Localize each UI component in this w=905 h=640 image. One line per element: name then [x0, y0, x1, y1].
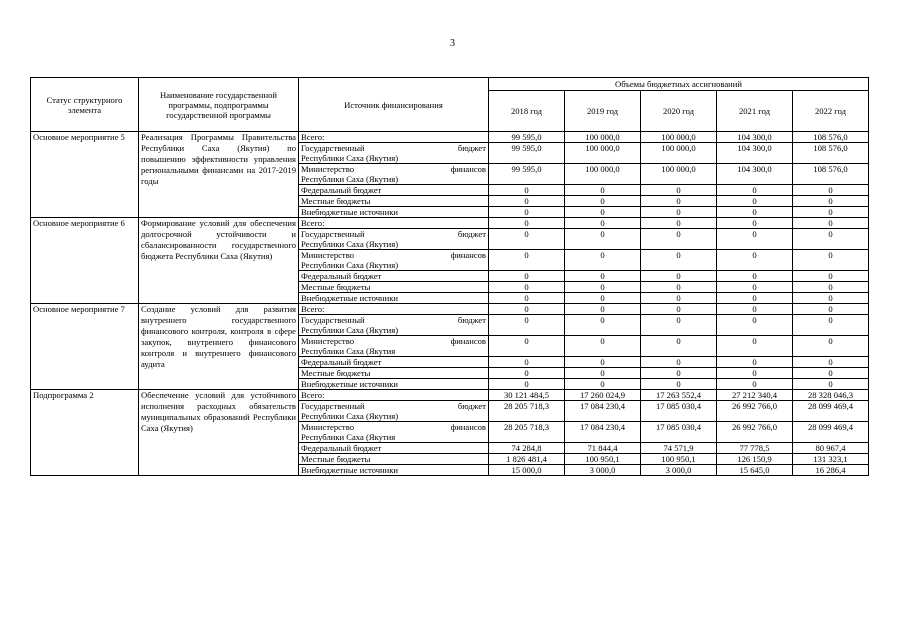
value-cell: 0 [489, 357, 565, 368]
value-cell: 28 205 718,3 [489, 401, 565, 422]
value-cell: 0 [489, 282, 565, 293]
value-cell: 0 [641, 196, 717, 207]
value-cell: 0 [565, 196, 641, 207]
source-word: финансов [450, 336, 486, 346]
source-line: Республики Саха (Якутия [301, 346, 396, 356]
value-cell: 16 286,4 [793, 465, 869, 476]
source-cell: Всего: [299, 218, 489, 229]
value-cell: 17 084 230,4 [565, 401, 641, 422]
program-name-cell: Обеспечение условий для устойчивого исполнения расходных обязательств муниципальных образований Республики Саха (Якутия) [139, 390, 299, 476]
source-line: Республики Саха (Якутия) [301, 411, 399, 421]
value-cell: 0 [641, 304, 717, 315]
source-word: Государственный [301, 315, 365, 325]
source-word: Министерство [301, 250, 354, 260]
source-cell: Внебюджетные источники [299, 293, 489, 304]
source-word: Государственный [301, 229, 365, 239]
value-cell: 0 [489, 196, 565, 207]
source-cell: Всего: [299, 304, 489, 315]
value-cell: 100 950,1 [641, 454, 717, 465]
value-cell: 0 [565, 315, 641, 336]
value-cell: 0 [489, 315, 565, 336]
source-line: Республики Саха (Якутия) [301, 174, 399, 184]
source-cell: Федеральный бюджет [299, 357, 489, 368]
value-cell: 0 [565, 304, 641, 315]
value-cell: 28 099 469,4 [793, 401, 869, 422]
value-cell: 0 [489, 207, 565, 218]
table-row [31, 132, 869, 143]
value-cell: 104 300,0 [717, 164, 793, 185]
value-cell: 17 260 024,9 [565, 390, 641, 401]
value-cell: 26 992 766,0 [717, 401, 793, 422]
source-cell: Федеральный бюджет [299, 271, 489, 282]
status-cell: Основное мероприятие 6 [31, 218, 139, 304]
status-cell: Основное мероприятие 5 [31, 132, 139, 218]
value-cell: 0 [793, 315, 869, 336]
value-cell: 0 [641, 282, 717, 293]
source-word: финансов [450, 250, 486, 260]
value-cell: 0 [641, 368, 717, 379]
value-cell: 0 [489, 336, 565, 357]
value-cell: 0 [717, 218, 793, 229]
value-cell: 99 595,0 [489, 143, 565, 164]
value-cell: 0 [489, 250, 565, 271]
value-cell: 28 099 469,4 [793, 422, 869, 443]
value-cell: 0 [489, 229, 565, 250]
value-cell: 26 992 766,0 [717, 422, 793, 443]
value-cell: 74 284,8 [489, 443, 565, 454]
value-cell: 0 [793, 357, 869, 368]
value-cell: 0 [489, 368, 565, 379]
value-cell: 3 000,0 [565, 465, 641, 476]
source-cell: Всего: [299, 132, 489, 143]
value-cell: 108 576,0 [793, 143, 869, 164]
value-cell: 0 [565, 218, 641, 229]
source-cell: Федеральный бюджет [299, 443, 489, 454]
source-word: Государственный [301, 143, 365, 153]
value-cell: 100 000,0 [641, 164, 717, 185]
value-cell: 100 000,0 [565, 143, 641, 164]
source-word: бюджет [457, 401, 486, 411]
source-cell: Местные бюджеты [299, 454, 489, 465]
source-cell: Местные бюджеты [299, 368, 489, 379]
source-cell: Внебюджетные источники [299, 207, 489, 218]
program-name-cell: Формирование условий для обеспечения долгосрочной устойчивости и сбалансированности государственного бюджета Республики Саха (Якутия) [139, 218, 299, 304]
value-cell: 0 [717, 271, 793, 282]
value-cell: 27 212 340,4 [717, 390, 793, 401]
value-cell: 0 [717, 207, 793, 218]
source-word: бюджет [457, 143, 486, 153]
value-cell: 0 [793, 218, 869, 229]
source-word: Министерство [301, 336, 354, 346]
header-name: Наименование государственной программы, подпрограммы государственной программы [139, 78, 299, 132]
value-cell: 0 [565, 185, 641, 196]
value-cell: 0 [717, 229, 793, 250]
value-cell: 3 000,0 [641, 465, 717, 476]
budget-table [30, 77, 869, 476]
value-cell: 0 [793, 185, 869, 196]
value-cell: 0 [641, 336, 717, 357]
value-cell: 0 [641, 293, 717, 304]
value-cell: 104 300,0 [717, 143, 793, 164]
source-cell [299, 315, 489, 336]
value-cell: 0 [565, 229, 641, 250]
value-cell: 0 [641, 315, 717, 336]
source-cell: Местные бюджеты [299, 282, 489, 293]
table-row [31, 304, 869, 315]
value-cell: 0 [793, 229, 869, 250]
header-year: 2019 год [565, 91, 641, 132]
source-word: финансов [450, 164, 486, 174]
table-row [31, 218, 869, 229]
value-cell: 108 576,0 [793, 132, 869, 143]
value-cell: 0 [717, 315, 793, 336]
value-cell: 0 [489, 218, 565, 229]
value-cell: 131 323,1 [793, 454, 869, 465]
value-cell: 0 [793, 379, 869, 390]
value-cell: 0 [717, 282, 793, 293]
header-year: 2022 год [793, 91, 869, 132]
header-source: Источник финансирования [299, 78, 489, 132]
source-cell: Всего: [299, 390, 489, 401]
value-cell: 0 [565, 379, 641, 390]
value-cell: 0 [717, 357, 793, 368]
value-cell: 1 826 481,4 [489, 454, 565, 465]
value-cell: 74 571,9 [641, 443, 717, 454]
source-cell [299, 401, 489, 422]
value-cell: 0 [717, 336, 793, 357]
value-cell: 17 263 552,4 [641, 390, 717, 401]
value-cell: 0 [641, 218, 717, 229]
value-cell: 0 [793, 196, 869, 207]
value-cell: 0 [793, 282, 869, 293]
source-cell: Местные бюджеты [299, 196, 489, 207]
header-year: 2018 год [489, 91, 565, 132]
header-year: 2021 год [717, 91, 793, 132]
header-year: 2020 год [641, 91, 717, 132]
value-cell: 0 [565, 271, 641, 282]
value-cell: 15 645,0 [717, 465, 793, 476]
source-word: бюджет [457, 229, 486, 239]
value-cell: 0 [641, 379, 717, 390]
value-cell: 0 [565, 250, 641, 271]
value-cell: 0 [565, 207, 641, 218]
source-cell [299, 250, 489, 271]
source-cell: Внебюджетные источники [299, 465, 489, 476]
value-cell: 0 [717, 368, 793, 379]
source-cell: Внебюджетные источники [299, 379, 489, 390]
source-word: Министерство [301, 164, 354, 174]
source-cell [299, 143, 489, 164]
value-cell: 0 [717, 185, 793, 196]
source-line: Республики Саха (Якутия) [301, 325, 399, 335]
value-cell: 100 000,0 [641, 143, 717, 164]
program-name-cell: Реализация Программы Правительства Республики Саха (Якутия) по повышению эффективности управления региональными финансами на 2017-2019 годы [139, 132, 299, 218]
value-cell: 0 [793, 336, 869, 357]
value-cell: 0 [793, 368, 869, 379]
value-cell: 28 205 718,3 [489, 422, 565, 443]
header-volumes: Объемы бюджетных ассигнований [489, 78, 869, 91]
header-status: Статус структурного элемента [31, 78, 139, 132]
value-cell: 17 085 030,4 [641, 422, 717, 443]
value-cell: 0 [641, 250, 717, 271]
value-cell: 0 [565, 357, 641, 368]
source-word: Государственный [301, 401, 365, 411]
value-cell: 0 [717, 196, 793, 207]
source-cell [299, 164, 489, 185]
value-cell: 71 844,4 [565, 443, 641, 454]
value-cell: 104 300,0 [717, 132, 793, 143]
value-cell: 0 [717, 293, 793, 304]
value-cell: 17 085 030,4 [641, 401, 717, 422]
value-cell: 0 [793, 271, 869, 282]
value-cell: 0 [489, 304, 565, 315]
value-cell: 17 084 230,4 [565, 422, 641, 443]
value-cell: 100 950,1 [565, 454, 641, 465]
value-cell: 0 [565, 282, 641, 293]
value-cell: 0 [565, 368, 641, 379]
value-cell: 0 [793, 250, 869, 271]
value-cell: 100 000,0 [641, 132, 717, 143]
source-line: Республики Саха (Якутия) [301, 260, 399, 270]
status-cell: Основное мероприятие 7 [31, 304, 139, 390]
value-cell: 0 [641, 185, 717, 196]
value-cell: 108 576,0 [793, 164, 869, 185]
source-cell [299, 336, 489, 357]
value-cell: 0 [717, 304, 793, 315]
source-word: Министерство [301, 422, 354, 432]
value-cell: 0 [489, 379, 565, 390]
source-word: финансов [450, 422, 486, 432]
source-cell [299, 229, 489, 250]
value-cell: 0 [793, 293, 869, 304]
value-cell: 0 [641, 229, 717, 250]
value-cell: 0 [641, 271, 717, 282]
value-cell: 99 595,0 [489, 132, 565, 143]
page-number: 3 [450, 38, 455, 49]
value-cell: 0 [489, 271, 565, 282]
value-cell: 15 000,0 [489, 465, 565, 476]
value-cell: 28 328 046,3 [793, 390, 869, 401]
status-cell: Подпрограмма 2 [31, 390, 139, 476]
value-cell: 0 [793, 207, 869, 218]
value-cell: 0 [565, 293, 641, 304]
program-name-cell: Создание условий для развития внутреннего государственного финансового контроля, контроля в сфере закупок, внутреннего финансового контроля и внутреннего финансового аудита [139, 304, 299, 390]
value-cell: 0 [793, 304, 869, 315]
source-cell [299, 422, 489, 443]
value-cell: 0 [717, 379, 793, 390]
table-row [31, 390, 869, 401]
value-cell: 126 150,9 [717, 454, 793, 465]
value-cell: 0 [717, 250, 793, 271]
source-line: Республики Саха (Якутия) [301, 153, 399, 163]
value-cell: 0 [489, 185, 565, 196]
value-cell: 100 000,0 [565, 132, 641, 143]
source-word: бюджет [457, 315, 486, 325]
value-cell: 77 778,5 [717, 443, 793, 454]
source-line: Республики Саха (Якутия) [301, 239, 399, 249]
source-cell: Федеральный бюджет [299, 185, 489, 196]
value-cell: 100 000,0 [565, 164, 641, 185]
value-cell: 80 967,4 [793, 443, 869, 454]
source-line: Республики Саха (Якутия [301, 432, 396, 442]
value-cell: 0 [565, 336, 641, 357]
value-cell: 0 [641, 357, 717, 368]
table-body [31, 132, 869, 476]
value-cell: 0 [489, 293, 565, 304]
value-cell: 0 [641, 207, 717, 218]
value-cell: 99 595,0 [489, 164, 565, 185]
value-cell: 30 121 484,5 [489, 390, 565, 401]
